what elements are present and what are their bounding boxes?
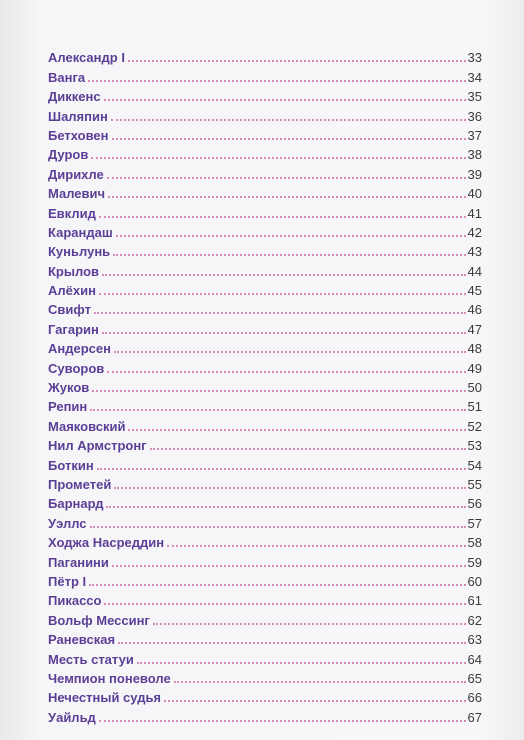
dot-leader [114, 487, 465, 489]
toc-entry-page-number: 47 [467, 321, 482, 337]
dot-leader [91, 157, 465, 159]
dot-leader [99, 293, 466, 295]
dot-leader [92, 390, 465, 392]
dot-leader [174, 681, 466, 683]
toc-entry-title: Нечестный судья [48, 690, 162, 706]
toc-entry-title: Месть статуи [48, 651, 134, 667]
table-of-contents [48, 46, 482, 725]
dot-leader [106, 506, 465, 508]
dot-leader [153, 623, 466, 625]
dot-leader [128, 429, 465, 431]
toc-entry-page-number: 54 [467, 457, 482, 473]
toc-entry-title: Уайльд [48, 709, 96, 725]
toc-entry [48, 162, 482, 181]
dot-leader [150, 448, 466, 450]
toc-entry [48, 85, 482, 104]
toc-entry-title: Пикассо [48, 593, 102, 609]
dot-leader [90, 409, 465, 411]
toc-entry [48, 317, 482, 336]
toc-entry-title: Репин [48, 399, 88, 415]
toc-entry-page-number: 51 [467, 399, 482, 415]
toc-entry-page-number: 60 [467, 573, 482, 589]
toc-entry [48, 46, 482, 65]
toc-entry [48, 589, 482, 608]
toc-entry-page-number: 40 [467, 186, 482, 202]
dot-leader [112, 565, 466, 567]
toc-entry-page-number: 63 [467, 632, 482, 648]
toc-entry-page-number: 59 [467, 554, 482, 570]
toc-entry-title: Пётр I [48, 573, 87, 589]
toc-entry-title: Раневская [48, 632, 116, 648]
toc-entry-page-number: 35 [467, 89, 482, 105]
dot-leader [118, 642, 466, 644]
toc-entry [48, 376, 482, 395]
toc-entry-page-number: 55 [467, 476, 482, 492]
toc-entry-page-number: 49 [467, 360, 482, 376]
toc-entry [48, 434, 482, 453]
toc-entry [48, 686, 482, 705]
dot-leader [90, 526, 466, 528]
toc-entry-title: Барнард [48, 496, 104, 512]
toc-entry-title: Алёхин [48, 283, 96, 299]
toc-entry-title: Евклид [48, 205, 96, 221]
toc-entry-page-number: 33 [467, 50, 482, 66]
toc-entry [48, 628, 482, 647]
dot-leader [111, 119, 466, 121]
toc-entry [48, 104, 482, 123]
toc-entry-title: Диккенс [48, 89, 101, 105]
toc-entry-title: Александр I [48, 50, 125, 66]
dot-leader [137, 662, 466, 664]
toc-entry-page-number: 61 [467, 593, 482, 609]
dot-leader [94, 312, 466, 314]
toc-entry-page-number: 64 [467, 651, 482, 667]
toc-entry-page-number: 58 [467, 535, 482, 551]
toc-entry [48, 298, 482, 317]
toc-entry [48, 414, 482, 433]
toc-entry [48, 124, 482, 143]
toc-entry-title: Карандаш [48, 224, 113, 240]
toc-entry-page-number: 56 [467, 496, 482, 512]
toc-entry-page-number: 67 [467, 709, 482, 725]
toc-entry-page-number: 43 [467, 244, 482, 260]
toc-entry-page-number: 66 [467, 690, 482, 706]
toc-entry [48, 201, 482, 220]
dot-leader [108, 196, 465, 198]
toc-entry-title: Вольф Мессинг [48, 612, 150, 628]
toc-entry-page-number: 48 [467, 341, 482, 357]
toc-entry [48, 337, 482, 356]
toc-entry-title: Крылов [48, 263, 99, 279]
toc-entry-page-number: 53 [467, 438, 482, 454]
toc-entry-page-number: 57 [467, 515, 482, 531]
dot-leader [102, 332, 466, 334]
toc-entry [48, 259, 482, 278]
toc-entry-page-number: 42 [467, 224, 482, 240]
toc-entry-page-number: 39 [467, 166, 482, 182]
toc-entry-title: Жуков [48, 380, 90, 396]
toc-entry-title: Андерсен [48, 341, 111, 357]
dot-leader [104, 99, 466, 101]
toc-entry-title: Дуров [48, 147, 89, 163]
toc-entry-title: Ходжа Насреддин [48, 535, 165, 551]
toc-entry-page-number: 34 [467, 69, 482, 85]
toc-entry-title: Бетховен [48, 127, 109, 143]
toc-entry [48, 531, 482, 550]
toc-entry-title: Нил Армстронг [48, 438, 147, 454]
dot-leader [114, 351, 466, 353]
toc-entry-title: Прометей [48, 476, 112, 492]
toc-entry [48, 221, 482, 240]
toc-entry-title: Ванга [48, 69, 86, 85]
toc-entry [48, 279, 482, 298]
toc-entry [48, 356, 482, 375]
toc-entry [48, 143, 482, 162]
toc-entry [48, 395, 482, 414]
toc-entry-page-number: 38 [467, 147, 482, 163]
dot-leader [97, 468, 466, 470]
dot-leader [164, 700, 466, 702]
toc-entry-title: Боткин [48, 457, 94, 473]
toc-entry-page-number: 37 [467, 127, 482, 143]
dot-leader [107, 371, 465, 373]
toc-entry-page-number: 41 [467, 205, 482, 221]
toc-entry-title: Маяковский [48, 418, 126, 434]
dot-leader [89, 584, 465, 586]
toc-entry-title: Гагарин [48, 321, 99, 337]
toc-entry-title: Уэллс [48, 515, 87, 531]
toc-entry-page-number: 45 [467, 283, 482, 299]
toc-entry-title: Свифт [48, 302, 91, 318]
dot-leader [99, 216, 466, 218]
toc-entry [48, 65, 482, 84]
toc-entry-title: Суворов [48, 360, 105, 376]
toc-entry [48, 705, 482, 724]
toc-entry [48, 182, 482, 201]
toc-entry-title: Малевич [48, 186, 106, 202]
dot-leader [116, 235, 466, 237]
dot-leader [113, 254, 465, 256]
toc-entry-title: Дирихле [48, 166, 104, 182]
dot-leader [104, 603, 465, 605]
toc-entry [48, 511, 482, 530]
toc-entry-page-number: 46 [467, 302, 482, 318]
toc-entry [48, 570, 482, 589]
toc-entry [48, 667, 482, 686]
toc-entry [48, 550, 482, 569]
toc-entry-page-number: 65 [467, 670, 482, 686]
toc-entry-title: Куньлунь [48, 244, 111, 260]
toc-entry [48, 240, 482, 259]
dot-leader [112, 138, 466, 140]
toc-entry [48, 453, 482, 472]
toc-entry-page-number: 44 [467, 263, 482, 279]
toc-entry [48, 473, 482, 492]
dot-leader [167, 545, 465, 547]
toc-entry [48, 647, 482, 666]
toc-entry-page-number: 50 [467, 380, 482, 396]
dot-leader [99, 720, 466, 722]
toc-entry-page-number: 36 [467, 108, 482, 124]
toc-entry-page-number: 62 [467, 612, 482, 628]
toc-entry-title: Паганини [48, 554, 109, 570]
toc-entry-title: Чемпион поневоле [48, 670, 171, 686]
dot-leader [102, 274, 466, 276]
toc-entry-title: Шаляпин [48, 108, 108, 124]
toc-entry [48, 492, 482, 511]
toc-entry-page-number: 52 [467, 418, 482, 434]
dot-leader [88, 80, 465, 82]
toc-entry [48, 608, 482, 627]
dot-leader [107, 177, 466, 179]
dot-leader [128, 60, 466, 62]
